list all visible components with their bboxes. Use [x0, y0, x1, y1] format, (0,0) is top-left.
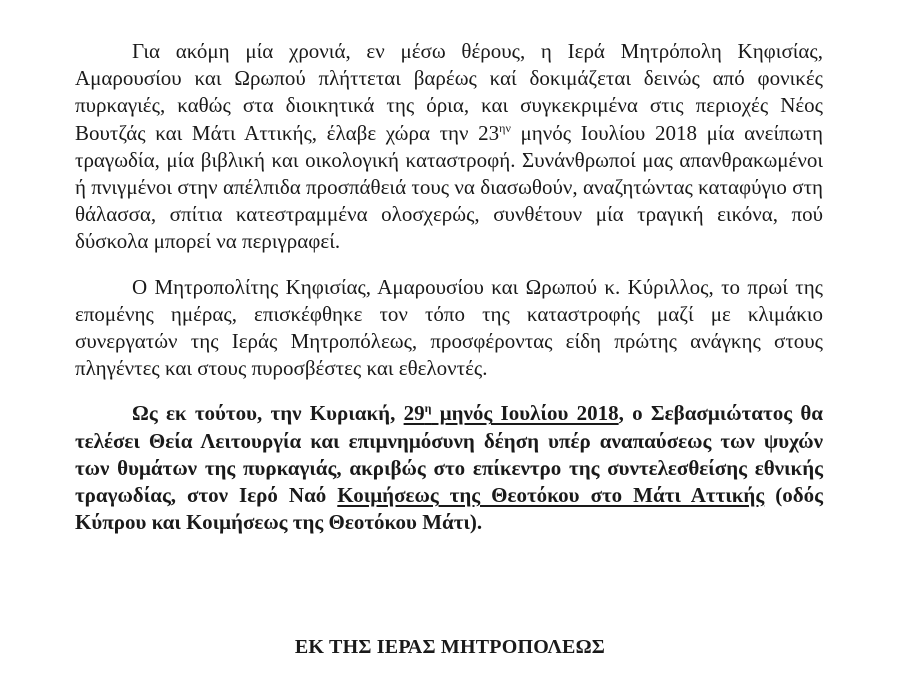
date-superscript: ην: [499, 120, 511, 135]
service-date-day: 29: [403, 401, 425, 426]
service-lead: Ως εκ τούτου, την Κυριακή,: [132, 401, 404, 426]
paragraph-visit-text: Ο Μητροπολίτης Κηφισίας, Αμαρουσίου και Ωρωπού κ. Κύριλλος, το πρωί της επομένης ημέρας, επισκέφθηκε τον τόπο της καταστροφής μαζί με κλιμάκιο συνεργατών της Ιεράς Μητροπόλεως, προσφέροντας είδη πρώτης ανάγκης στους πληγέντες και στους πυροσβέστες και εθελοντές.: [75, 274, 823, 381]
document-body: [75, 38, 823, 536]
paragraph-fires: [75, 38, 823, 256]
service-address: (οδός Κύπρου και Κοιμήσεως της Θεοτόκου Μάτι).: [75, 483, 823, 535]
signature: ΕΚ ΤΗΣ ΙΕΡΑΣ ΜΗΤΡΟΠΟΛΕΩΣ: [294, 636, 606, 658]
service-church: Κοιμήσεως της Θεοτόκου στο Μάτι Αττικής: [337, 483, 765, 508]
service-date: [404, 401, 619, 425]
paragraph-visit: [75, 274, 823, 383]
service-middle: , ο Σεβασμιώτατος θα τελέσει Θεία Λειτουργία και επιμνημόσυνη δέηση υπέρ αναπαύσεως των ψυχών των θυμάτων της πυρκαγιάς, ακριβώς στο επίκεντρο της συντελεσθείσης εθνικής τραγωδίας, στον Ιερό Ναό: [75, 401, 824, 508]
service-date-superscript: η: [424, 401, 432, 416]
service-date-rest: μηνός Ιουλίου 2018: [431, 401, 619, 426]
paragraph-fires-text-cont: μηνός Ιουλίου 2018 μία ανείπωτη τραγωδία, μία βιβλική και οικολογική καταστροφή. Συνάνθρωποί μας απανθρακωμένοι ή πνιγμένοι στην απέλπιδα προσπάθειά τους να διασωθούν, αναζητώντας καταφύγιο στη θάλασσα, σπίτια κατεστραμμένα ολοσχερώς, συνθέτουν μία τραγική εικόνα, πού δύσκολα μπορεί να περιγραφεί.: [75, 120, 823, 254]
paragraph-service: [75, 400, 823, 536]
paragraph-fires-text: Για ακόμη μία χρονιά, εν μέσω θέρους, η Ιερά Μητρόπολη Κηφισίας, Αμαρουσίου και Ωρωπού πλήττεται βαρέως καί δοκιμάζεται δεινώς από φονικές πυρκαγιές, καθώς στα διοικητικά της όρια, και συγκεκριμένα στις περιοχές Νέος Βουτζάς και Μάτι Αττικής, έλαβε χώρα την 23: [75, 39, 823, 145]
